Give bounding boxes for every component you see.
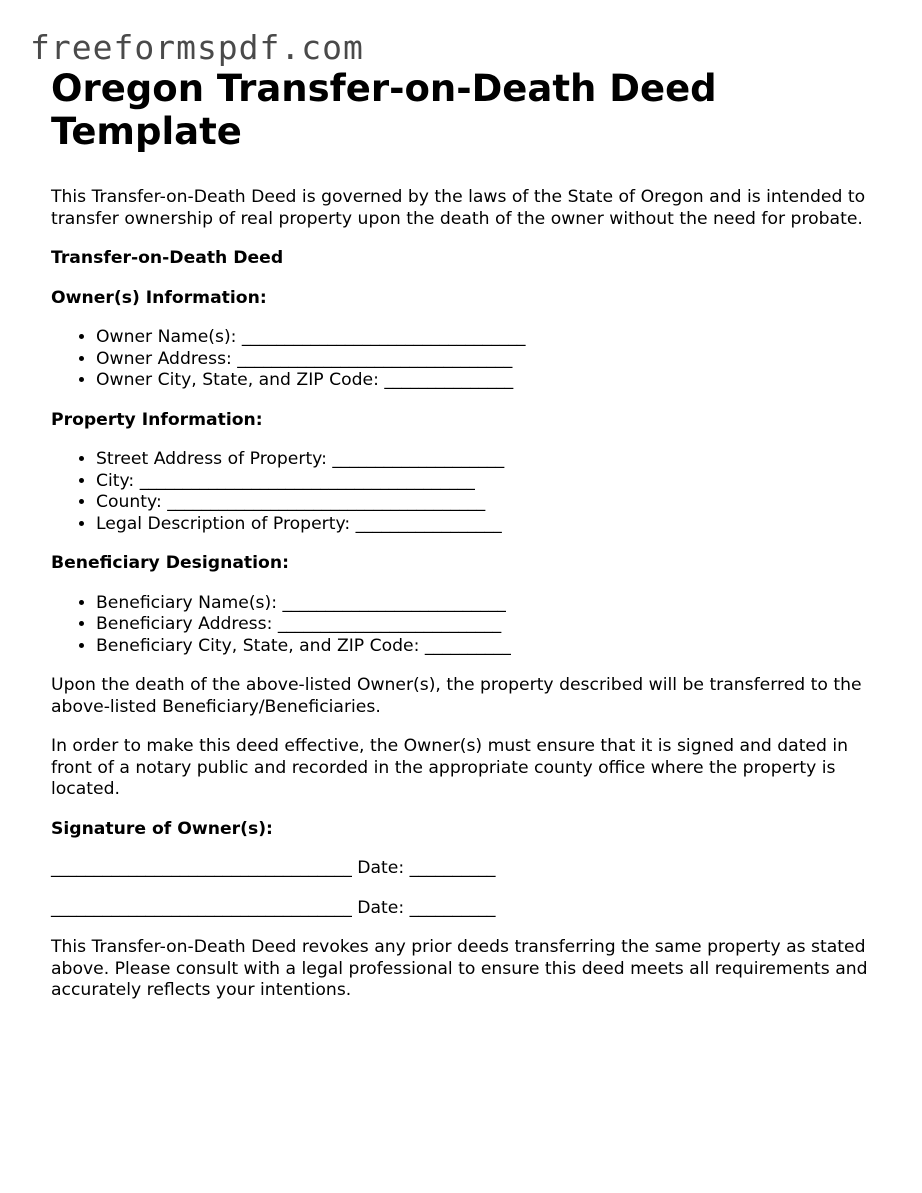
closing-paragraph: This Transfer-on-Death Deed revokes any prior deeds transferring the same property as stated above. Please consult with a legal professional to ensure this deed meets all requirements and accurately reflects your intentions. xyxy=(51,937,868,1000)
owner-city-state-zip-field: • Owner City, State, and ZIP Code: _______________ xyxy=(96,370,881,392)
property-section-heading: Property Information: xyxy=(51,409,263,430)
document-title: Oregon Transfer-on-Death Deed Template xyxy=(51,67,717,153)
beneficiary-city-state-zip-field: • Beneficiary City, State, and ZIP Code: __________ xyxy=(96,636,881,658)
watermark: freeformspdf.com xyxy=(30,28,364,67)
deed-heading: Transfer-on-Death Deed xyxy=(51,248,284,268)
property-street-address-field: • Street Address of Property: ____________________ xyxy=(96,449,881,471)
owner-fields-list xyxy=(51,327,881,392)
intro-paragraph: This Transfer-on-Death Deed is governed by the laws of the State of Oregon and is intended to transfer ownership of real property upon the death of the owner without the need for probate. xyxy=(51,187,866,229)
owner-section-heading: Owner(s) Information: xyxy=(51,287,267,308)
effective-paragraph: In order to make this deed effective, the Owner(s) must ensure that it is signed and dated in front of a notary public and recorded in the appropriate county office where the property is located. xyxy=(51,736,849,799)
document-page xyxy=(51,67,881,1020)
owner-name-field: • Owner Name(s): _________________________________ xyxy=(96,327,881,349)
beneficiary-name-field: • Beneficiary Name(s): __________________________ xyxy=(96,593,881,615)
owner-address-field: • Owner Address: ________________________________ xyxy=(96,349,881,371)
property-county-field: • County: _____________________________________ xyxy=(96,492,881,514)
signature-line-1: ___________________________________ Date: __________ xyxy=(51,858,496,878)
transfer-paragraph: Upon the death of the above-listed Owner(s), the property described will be transferred to the above-listed Beneficiary/Beneficiaries. xyxy=(51,675,862,717)
property-city-field: • City: _______________________________________ xyxy=(96,471,881,493)
beneficiary-fields-list xyxy=(51,593,881,658)
signature-heading: Signature of Owner(s): xyxy=(51,818,273,839)
beneficiary-section-heading: Beneficiary Designation: xyxy=(51,553,289,573)
signature-line-2: ___________________________________ Date: __________ xyxy=(51,897,496,918)
property-legal-description-field: • Legal Description of Property: _________________ xyxy=(96,514,881,536)
beneficiary-address-field: • Beneficiary Address: __________________________ xyxy=(96,614,881,636)
property-fields-list xyxy=(51,449,881,535)
